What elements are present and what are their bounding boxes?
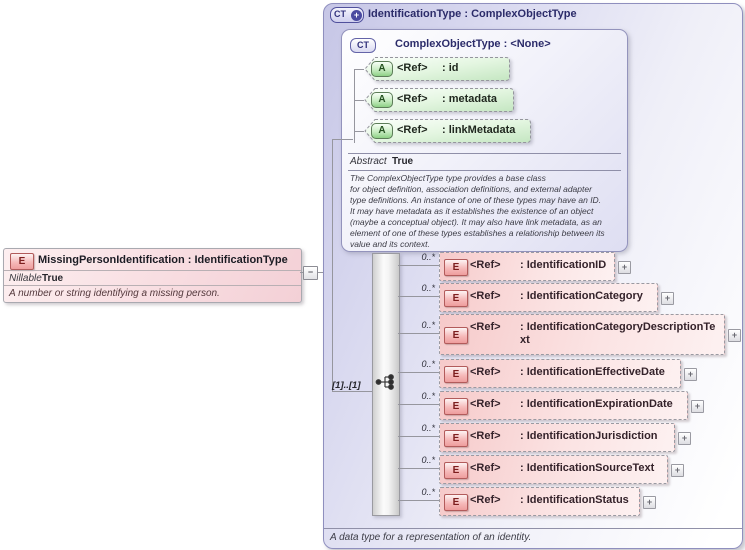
attribute-ref: <Ref> — [397, 124, 428, 136]
connector-line — [398, 436, 439, 437]
element-name: : IdentificationID — [520, 259, 607, 271]
connector-line — [398, 265, 439, 266]
element-row-identification-category-description-text[interactable] — [439, 314, 738, 355]
base-type-description-line: for object definition, association definitions, and external adapter — [350, 184, 592, 194]
attribute-ref: <Ref> — [397, 93, 428, 105]
element-ref: <Ref> — [470, 366, 501, 378]
expand-icon[interactable]: + — [684, 368, 697, 381]
base-type-description-line: value and its context. — [350, 239, 430, 249]
connector-line — [332, 391, 372, 392]
element-icon: E — [10, 253, 34, 270]
base-type-title: ComplexObjectType : <None> — [395, 38, 551, 50]
expand-icon[interactable]: + — [691, 400, 704, 413]
element-icon: E — [444, 430, 468, 447]
connector-line — [398, 500, 439, 501]
divider — [348, 170, 621, 171]
connector-line — [332, 139, 353, 140]
divider — [324, 528, 742, 529]
element-name: : IdentificationCategory — [520, 290, 643, 302]
complex-type-plus-icon: CT + — [330, 7, 364, 23]
attribute-row-link-metadata[interactable] — [364, 119, 531, 143]
sequence-model-group[interactable] — [372, 253, 400, 516]
base-type-description-line: element of one of these types establishes a relationship between its — [350, 228, 605, 238]
element-ref: <Ref> — [470, 494, 501, 506]
attribute-name: : linkMetadata — [442, 124, 516, 136]
element-description: A number or string identifying a missing person. — [9, 288, 220, 299]
occurs-label: 0..* — [421, 455, 435, 465]
connector-line — [398, 468, 439, 469]
base-type-description-line: The ComplexObjectType type provides a base class — [350, 173, 546, 183]
base-type-description-line: It may have metadata as it establishes the existence of an object — [350, 206, 594, 216]
expand-icon[interactable]: + — [728, 329, 741, 342]
sequence-icon — [375, 374, 397, 390]
type-description: A data type for a representation of an identity. — [330, 532, 532, 543]
occurs-label: 0..* — [421, 487, 435, 497]
expand-icon[interactable]: + — [643, 496, 656, 509]
connector-line — [354, 100, 364, 101]
collapse-toggle[interactable]: − — [303, 266, 318, 280]
element-icon: E — [444, 366, 468, 383]
base-type-description-line: type definitions. An instance of one of these types may have an ID. — [350, 195, 602, 205]
missing-person-identification-box[interactable] — [3, 248, 302, 303]
connector-line — [354, 131, 364, 132]
connector-line — [398, 372, 439, 373]
occurs-label: 0..* — [421, 391, 435, 401]
element-row-identification-id[interactable] — [439, 252, 628, 281]
element-name: : IdentificationEffectiveDate — [520, 366, 665, 378]
element-row-identification-status[interactable] — [439, 487, 653, 516]
divider — [4, 270, 301, 271]
attribute-name: : id — [442, 62, 459, 74]
abstract-label: Abstract — [350, 156, 387, 167]
expand-icon[interactable]: + — [671, 464, 684, 477]
element-icon: E — [444, 398, 468, 415]
connector-line — [332, 139, 333, 391]
element-ref: <Ref> — [470, 259, 501, 271]
element-name: : IdentificationSourceText — [520, 462, 655, 474]
base-type-description-line: (maybe a conceptual object). It may also have link metadata, as an — [350, 217, 602, 227]
attribute-icon: A — [371, 61, 393, 77]
divider — [348, 153, 621, 154]
attribute-icon: A — [371, 123, 393, 139]
element-ref: <Ref> — [470, 290, 501, 302]
element-name: : IdentificationStatus — [520, 494, 629, 506]
element-name: : IdentificationExpirationDate — [520, 398, 673, 410]
element-name: : IdentificationJurisdiction — [520, 430, 658, 442]
connector-line — [354, 69, 364, 70]
element-row-identification-expiration-date[interactable] — [439, 391, 701, 420]
element-row-identification-jurisdiction[interactable] — [439, 423, 688, 452]
occurs-label: 0..* — [421, 320, 435, 330]
connector-line — [398, 404, 439, 405]
element-ref: <Ref> — [470, 321, 501, 333]
element-icon: E — [444, 494, 468, 511]
element-row-identification-effective-date[interactable] — [439, 359, 694, 388]
identification-type-box — [323, 3, 743, 549]
occurs-label: 0..* — [421, 283, 435, 293]
attribute-row-metadata[interactable] — [364, 88, 514, 112]
element-row-identification-source-text[interactable] — [439, 455, 681, 484]
expand-icon[interactable]: + — [661, 292, 674, 305]
divider — [4, 285, 301, 286]
plus-badge-icon: + — [351, 10, 362, 21]
element-box-title: MissingPersonIdentification : IdentificationType — [38, 254, 288, 266]
element-icon: E — [444, 259, 468, 276]
nillable-label: Nillable — [9, 273, 42, 284]
element-icon: E — [444, 327, 468, 344]
occurs-label: 0..* — [421, 252, 435, 262]
expand-icon[interactable]: + — [678, 432, 691, 445]
element-ref: <Ref> — [470, 430, 501, 442]
element-icon: E — [444, 462, 468, 479]
connector-line — [398, 296, 439, 297]
element-ref: <Ref> — [470, 398, 501, 410]
element-name: : IdentificationCategoryDescriptionText — [520, 321, 716, 346]
expand-icon[interactable]: + — [618, 261, 631, 274]
attribute-ref: <Ref> — [397, 62, 428, 74]
type-box-title: IdentificationType : ComplexObjectType — [368, 8, 577, 20]
occurs-label: 0..* — [421, 359, 435, 369]
element-row-identification-category[interactable] — [439, 283, 671, 312]
attribute-icon: A — [371, 92, 393, 108]
element-ref: <Ref> — [470, 462, 501, 474]
complex-object-type-box — [341, 29, 628, 252]
abstract-value: True — [392, 156, 414, 167]
attribute-name: : metadata — [442, 93, 498, 105]
element-icon: E — [444, 290, 468, 307]
nillable-value: True — [42, 273, 64, 284]
connector-line — [398, 333, 439, 334]
complex-type-icon: CT — [350, 38, 376, 53]
sequence-occurrence-label: [1]..[1] — [332, 380, 361, 391]
attribute-row-id[interactable] — [364, 57, 510, 81]
occurs-label: 0..* — [421, 423, 435, 433]
